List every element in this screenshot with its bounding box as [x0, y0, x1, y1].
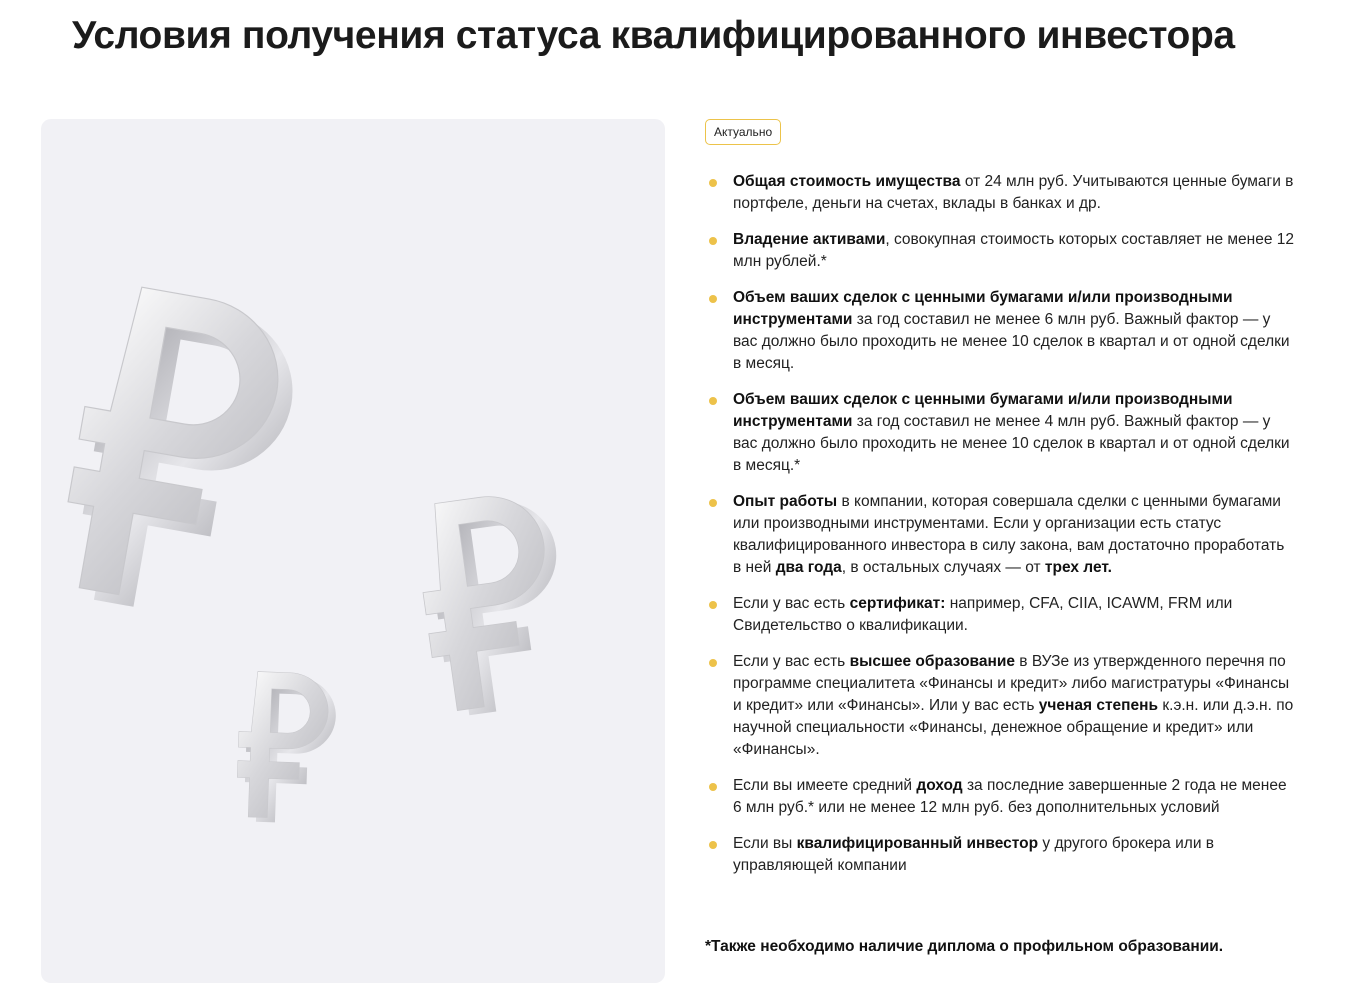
- condition-text: Если вы имеете средний: [733, 777, 917, 794]
- condition-text: у другого брокера или в управляющей компании: [733, 835, 1215, 874]
- bullet-icon: [709, 179, 717, 187]
- condition-item: [705, 287, 1295, 375]
- condition-emphasis: высшее образование: [849, 653, 1015, 670]
- condition-emphasis: Объем ваших сделок с ценными бумагами и/или производными инструментами: [733, 289, 1233, 328]
- conditions-list: [705, 171, 1295, 891]
- ruble-medium: [411, 488, 577, 719]
- ruble-large: [52, 281, 307, 628]
- condition-item: [705, 389, 1295, 477]
- footnote: *Также необходимо наличие диплома о профильном образовании.: [705, 938, 1224, 955]
- ruble-3d-icon: [41, 119, 665, 983]
- condition-text: от 24 млн руб. Учитываются ценные бумаги в портфеле, деньги на счетах, вклады в банках и др.: [733, 173, 1294, 212]
- condition-text: Если у вас есть: [733, 653, 850, 670]
- condition-text: к.э.н. или д.э.н. по научной специальности «Финансы, денежное обращение и кредит» или «Финансы».: [733, 697, 1294, 758]
- condition-item: [705, 229, 1295, 273]
- condition-text: , в остальных случаях — от: [841, 559, 1045, 576]
- condition-item: [705, 775, 1295, 819]
- bullet-icon: [709, 295, 717, 303]
- ruble-small: [236, 671, 337, 824]
- condition-emphasis: Объем ваших сделок с ценными бумагами и/или производными инструментами: [733, 391, 1233, 430]
- bullet-icon: [709, 659, 717, 667]
- bullet-icon: [709, 237, 717, 245]
- condition-item: [705, 833, 1295, 877]
- condition-item: [705, 171, 1295, 215]
- bullet-icon: [709, 841, 717, 849]
- ruble-illustration: [41, 119, 665, 983]
- condition-item: [705, 491, 1295, 579]
- condition-emphasis: ученая степень: [1038, 697, 1159, 714]
- bullet-icon: [709, 397, 717, 405]
- condition-emphasis: трех лет.: [1044, 559, 1112, 576]
- condition-text: в компании, которая совершала сделки с ценными бумагами или производными инструментами. Если у организации есть статус квалифицированного инвестора в силу закона, вам достаточно проработать в ней: [733, 493, 1285, 576]
- condition-text: за год составил не менее 6 млн руб. Важный фактор — у вас должно было проходить не менее 10 сделок в квартал и от одной сделки в месяц.: [733, 311, 1290, 372]
- bullet-icon: [709, 499, 717, 507]
- bullet-icon: [709, 783, 717, 791]
- condition-text: Если вы: [733, 835, 797, 852]
- condition-text: за год составил не менее 4 млн руб. Важный фактор — у вас должно было проходить не менее 10 сделок в квартал и от одной сделки в месяц.*: [733, 413, 1290, 474]
- condition-emphasis: доход: [916, 777, 963, 794]
- condition-text: , совокупная стоимость которых составляет не менее 12 млн рублей.*: [733, 231, 1295, 270]
- condition-emphasis: сертификат:: [849, 595, 946, 612]
- condition-emphasis: квалифицированный инвестор: [796, 835, 1039, 852]
- condition-emphasis: Опыт работы: [733, 493, 838, 510]
- bullet-icon: [709, 601, 717, 609]
- condition-text: Если у вас есть: [733, 595, 850, 612]
- condition-text: в ВУЗе из утвержденного перечня по программе специалитета «Финансы и кредит» либо магистратуры «Финансы и кредит» или «Финансы». Или у вас есть: [733, 653, 1290, 714]
- page-title: Условия получения статуса квалифицированного инвестора: [72, 14, 1235, 57]
- condition-emphasis: Владение активами: [733, 231, 886, 248]
- status-badge: Актуально: [705, 119, 781, 145]
- condition-text: за последние завершенные 2 года не менее 6 млн руб.* или не менее 12 млн руб. без дополнительных условий: [733, 777, 1287, 816]
- condition-item: [705, 593, 1295, 637]
- condition-text: например, CFA, CIIA, ICAWM, FRM или Свидетельство о квалификации.: [733, 595, 1233, 634]
- condition-emphasis: два года: [775, 559, 842, 576]
- condition-item: [705, 651, 1295, 761]
- condition-emphasis: Общая стоимость имущества: [733, 173, 961, 190]
